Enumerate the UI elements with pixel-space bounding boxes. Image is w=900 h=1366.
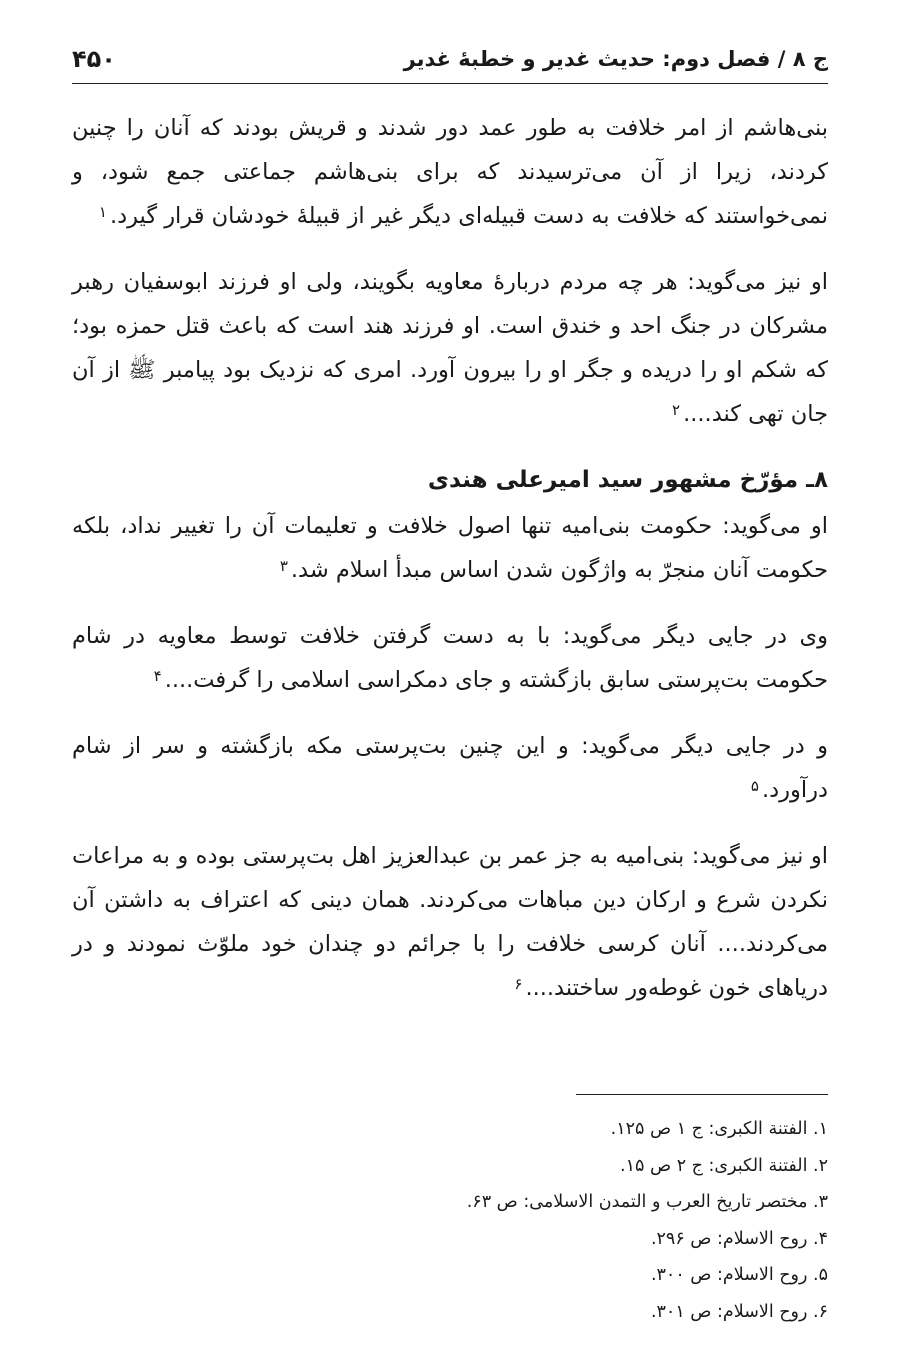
main-text (72, 106, 828, 1032)
footnote-item: ۶. روح الاسلام: ص ۳۰۱. (650, 1301, 828, 1322)
footnote-marker[interactable]: ۵ (750, 777, 759, 795)
footnote-item: ۲. الفتنة الکبری: ج ۲ ص ۱۵. (620, 1155, 828, 1176)
footnote-marker[interactable]: ۲ (672, 401, 681, 419)
footnote-item: ۵. روح الاسلام: ص ۳۰۰. (650, 1265, 828, 1285)
paragraph: او نیز می‌گوید: هر چه مردم دربارهٔ معاویه بگویند، ولی او فرزند ابوسفیان رهبر مشرکان در جنگ احد و خندق است. او فرزند هند است که باعث قتل حمزه بود؛ که شکم او را دریده و جگر او را بیرون آورد. امری که نزدیک بود پیامبر ﷺ از آن جان تهی کند....$^۲$ (72, 269, 828, 427)
running-title: ج ۸ / فصل دوم: حدیث غدیر و خطبهٔ غدیر (403, 47, 828, 71)
page-header (72, 34, 828, 84)
footnote-marker[interactable]: ۴ (153, 667, 162, 685)
paragraph: بنی‌هاشم از امر خلافت به طور عمد دور شدند و قریش بودند که آنان را چنین کردند، زیرا از آن می‌ترسیدند که برای بنی‌هاشم جماعتی جمع شود، و نمی‌خواستند که خلافت به دست قبیله‌ای دیگر غیر از قبیلهٔ خودشان قرار گیرد.$^۱$ (72, 115, 828, 229)
footnotes (68, 1111, 828, 1330)
footnote-item: ۴. روح الاسلام: ص ۲۹۶. (650, 1228, 828, 1249)
paragraph: او می‌گوید: حکومت بنی‌امیه تنها اصول خلافت و تعلیمات آن را تغییر نداد، بلکه حکومت آنان منجرّ به واژگون شدن اساس مبدأ اسلام شد.$^۳$ (72, 513, 828, 583)
footnote-marker[interactable]: ۶ (514, 975, 523, 993)
paragraph: و در جایی دیگر می‌گوید: و این چنین بت‌پرستی مکه بازگشته و سر از شام درآورد.$^۵$ (72, 733, 828, 803)
footnote-marker[interactable]: ۱ (98, 203, 107, 221)
header-divider (72, 83, 828, 84)
section-heading: ۸ـ مؤرّخ مشهور سید امیرعلی هندی (427, 467, 828, 493)
page-number: ۴۵۰ (72, 45, 116, 73)
paragraph: وی در جایی دیگر می‌گوید: با به دست گرفتن خلافت توسط معاویه در شام حکومت بت‌پرستی سابق بازگشته و جای دمکراسی اسلامی را گرفت....$^۴$ (72, 623, 828, 693)
footnote-item: ۱. الفتنة الکبری: ج ۱ ص ۱۲۵. (610, 1119, 828, 1139)
paragraph: او نیز می‌گوید: بنی‌امیه به جز عمر بن عبدالعزیز اهل بت‌پرستی بوده و به مراعات نکردن شرع و ارکان دین مباهات می‌کردند. همان دینی که اعتراف به داشتن آن می‌کردند.... آنان کرسی خلافت را با جرائم دو چندان خود ملوّث نمودند و در دریاهای خون غوطه‌ور ساختند....$^۶$ (72, 843, 828, 1001)
footnote-marker[interactable]: ۳ (279, 557, 288, 575)
footnote-divider (576, 1094, 828, 1095)
footnote-item: ۳. مختصر تاریخ العرب و التمدن الاسلامی: ص ۶۳. (466, 1192, 828, 1212)
